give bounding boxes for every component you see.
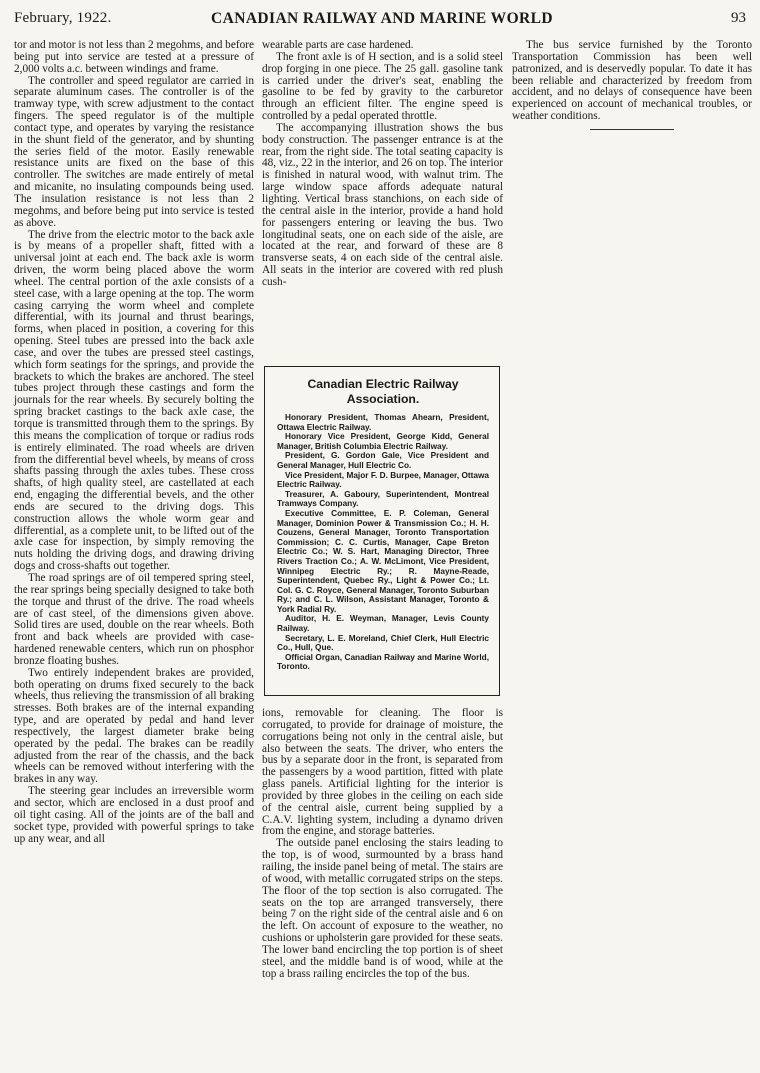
- end-rule: [590, 129, 674, 130]
- officer-detail: Thomas Ahearn, President, Ottawa Electric Railway.: [277, 413, 489, 432]
- officer-detail: Major F. D. Burpee, Manager, Ottawa Electric Railway.: [277, 470, 489, 490]
- issue-date: February, 1922.: [14, 10, 112, 26]
- officer-entry: [277, 614, 489, 633]
- officer-entry: [277, 432, 489, 451]
- publication-title: CANADIAN RAILWAY AND MARINE WORLD: [211, 10, 553, 27]
- association-title-line: Association.: [346, 392, 420, 406]
- officer-detail: George Kidd, General Manager, British Columbia Electric Railway.: [277, 432, 490, 451]
- column-2-bottom: [262, 708, 503, 980]
- officer-entry: [277, 490, 489, 509]
- paragraph: The drive from the electric motor to the back axle is by means of a propeller shaft, fitted with a universal joint at each end. The back axle is worm driven, the worm being placed above the worm wheel. The central portion of the axle consists of a steel case, with a large opening at the top. The worm casing carrying the worm wheel and complete differential, with its journal and thrust bearings, forms, when placed in position, a covering for this opening. Steel tubes are pressed into the back axle case, and over the tubes are pressed steel castings, which form seatings for the springs, and provide the brackets to which the brakes are anchored. The steel tubes project through these castings and form the journals for the rear wheels. By securely bolting the spring bracket castings to the back axle case, the torque is transmitted through them to the springs. By this means the complication of torque or radius rods is entirely eliminated. The road wheels are driven from the differential bevel wheels, by means of cross shafts passing through the axles tubes. These cross shafts, of high quality steel, are castellated at each end, engaging the differential bevels, and the other ends are secured to the driving dogs. This construction allows the whole worm gear and differential, as a complete unit, to be lifted out of the axle case for inspection, by simply removing the nuts holding the driving dogs, and drawing driving dogs and cross-shafts out together.: [14, 228, 254, 573]
- officer-detail: E. P. Coleman, General Manager, Dominion Power & Transmission Co.; H. H. Couzens, General Manager, Toronto Transportation Commission; C. C. Curtis, Manager, Cape Breton Electric Co.; W. S. Hart, Managing Director, Three Rivers Traction Co.; A. W. McLimont, Vice President, Winnipeg Electric Ry.; R. Mayne-Reade, Superintendent, Quebec Ry., Light & Power Co.; Lt. Col. G. C. Royce, General Manager, Toronto Suburban Ry.; and C. L. Wilson, Assistant Manager, Toronto & York Radial Ry.: [277, 508, 489, 614]
- officer-entry: [277, 451, 489, 470]
- officer-detail: H. E. Weyman, Manager, Levis County Railway.: [277, 614, 489, 634]
- paragraph: The front axle is of H section, and is a solid steel drop forging in one piece. The 25 gall. gasoline tank is carried under the driver's seat, enabling the gasoline to be fed by gravity to the carburetor through an efficient filter. The engine speed is controlled by a pedal operated throttle.: [262, 50, 503, 123]
- paragraph: wearable parts are case hardened.: [262, 39, 414, 51]
- page-number: 93: [731, 10, 746, 26]
- officer-role: Executive Committee,: [285, 508, 377, 518]
- officer-detail: L. E. Moreland, Chief Clerk, Hull Electric Co., Hull, Que.: [277, 633, 489, 653]
- officer-role: Auditor,: [285, 614, 317, 624]
- officer-role: Honorary Vice President,: [285, 432, 391, 442]
- page-header: [14, 10, 750, 32]
- association-title: [277, 377, 489, 407]
- officer-detail: A. Gaboury, Superintendent, Montreal Tramways Company.: [277, 489, 489, 509]
- association-box: [264, 366, 500, 696]
- column-2-top: [262, 40, 503, 289]
- association-title-line: Canadian Electric Railway: [307, 377, 459, 391]
- officer-role: President,: [285, 451, 325, 461]
- paragraph: Two entirely independent brakes are provided, both operating on drums fixed securely to the back wheels, thus relieving the transmission of all braking stresses. Both brakes are of the internal expanding type, and are operated by pedal and hand lever respectively, the largest diameter brake being operated by the pedal. The brakes can be readily adjusted from the rear of the chassis, and the back wheels can be removed without interfering with the brakes in any way.: [14, 666, 254, 786]
- paragraph: The outside panel enclosing the stairs leading to the top, is of wood, surmounted by a brass hand railing, the inside panel being of metal. The stairs are of wood, with metallic corrugated strips on the steps. The floor of the top section is also corrugated. The seats on the top are arranged transversely, there being 7 on the right side of the central aisle and 6 on the left. On account of exposure to the weather, no cushions or upholsterin gare provided for these seats. The lower band encircling the top portion is of sheet steel, and the middle band is of wood, while at the top a brass railing encircles the top of the bus.: [262, 837, 503, 980]
- officer-entry: [277, 653, 489, 672]
- officer-role: Secretary,: [285, 633, 325, 643]
- column-3: [512, 40, 752, 130]
- officer-role: Vice President,: [285, 470, 345, 480]
- officer-role: Honorary President,: [285, 413, 368, 422]
- officer-role: Treasurer,: [285, 489, 325, 499]
- officer-role: Official Organ,: [285, 652, 343, 662]
- paragraph: tor and motor is not less than 2 megohms, and before being put into service are tested at a pressure of 2,000 volts a.c. between windings and frame.: [14, 39, 255, 75]
- column-1: [14, 40, 254, 845]
- paragraph: The accompanying illustration shows the bus body construction. The passenger entrance is at the rear, from the right side. The total seating capacity is 48, viz., 22 in the interior, and 26 on top. The interior is finished in natural wood, with walnut trim. The large window space affords adequate natural lighting. Vertical brass stanchions, on each side of the central aisle in the interior, provide a hand hold for passengers entering or leaving the bus. Two longitudinal seats, one on each side of the aisle, are located at the rear, and forward of these are 8 transverse seats, 4 on each side of the central aisle. All seats in the interior are covered with red plush cush-: [262, 121, 503, 288]
- paragraph: The bus service furnished by the Toronto Transportation Commission has been well patronized, and is deservedly popular. To date it has been reliable and characterized by freedom from accident, and no delays of consequence have been experienced on account of mechanical troubles, or weather conditions.: [512, 39, 752, 123]
- paragraph: ions, removable for cleaning. The floor is corrugated, to provide for drainage of moisture, the corrugations being not only in the central aisle, but also between the seats. The driver, who enters the bus by a separate door in the front, is separated from the passengers by a wood partition, fitted with plate glass panels. Artificial lighting for the interior is provided by three globes in the ceiling on each side of the central aisle, current being supplied by a C.A.V. lighting system, including a dynamo driven from the engine, and storage batteries.: [262, 707, 503, 838]
- paragraph: The steering gear includes an irreversible worm and sector, which are enclosed in a dust proof and oil tight casing. All of the joints are of the ball and socket type, provided with powerful springs to take up any wear, and all: [14, 785, 254, 845]
- officer-entry: [277, 509, 489, 615]
- paragraph: The controller and speed regulator are carried in separate aluminum cases. The controller is of the tramway type, with screw adjustment to the contact fingers. The speed regulator is of the multiple contact type, and operates by varying the resistance in the shunt field of the generator, and by shunting the series field of the motor. Easily renewable resistance units are fixed on the base of this controller. The switches are made entirely of metal and micanite, no insulating compounds being used. The insulation resistance is not less than 2 megohms, and before being put into service is tested as above.: [14, 74, 254, 229]
- officer-detail: G. Gordon Gale, Vice President and General Manager, Hull Electric Co.: [277, 451, 489, 470]
- officer-entry: [277, 471, 489, 490]
- paragraph: The road springs are of oil tempered spring steel, the rear springs being specially designed to take both the torque and thrust of the drive. The road wheels are of cast steel, of the dimensions given above. Solid tires are used, double on the rear wheels. Both front and back wheels are provided with case-hardened renewable centers, which run on phosphor bronze floating bushes.: [14, 571, 254, 667]
- officer-entry: [277, 413, 489, 432]
- officer-entry: [277, 634, 489, 653]
- officer-detail: Canadian Railway and Marine World, Toronto.: [277, 652, 490, 672]
